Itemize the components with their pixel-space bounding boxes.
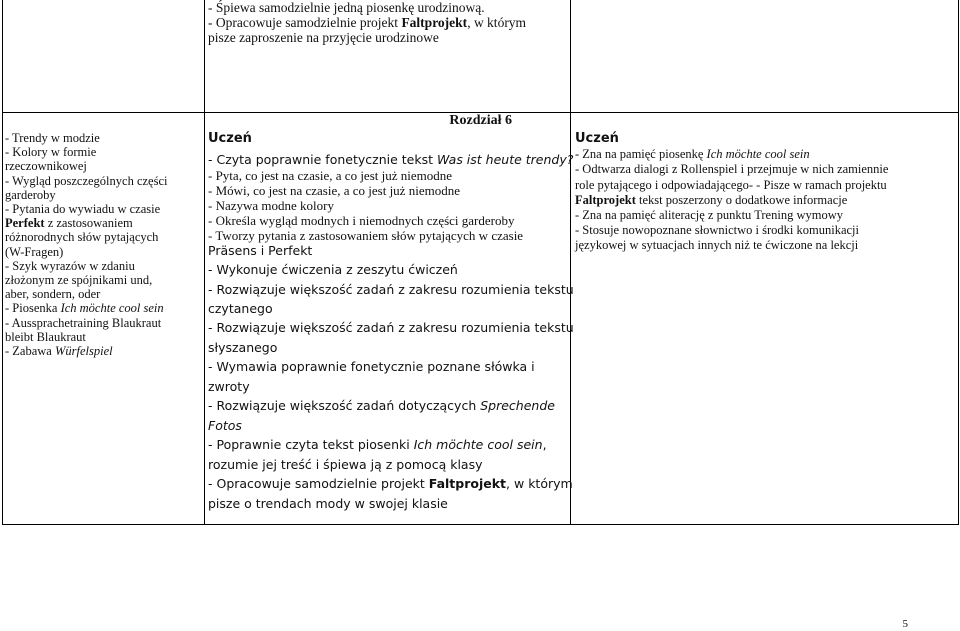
requirement-line: Fotos xyxy=(208,417,242,433)
top-line-2: - Opracowuje samodzielnie projekt Faltprojekt, w którym xyxy=(208,15,527,31)
topic-line: - Zabawa Würfelspiel xyxy=(5,344,113,359)
topics-column xyxy=(5,131,168,358)
requirement-line: - Zna na pamięć piosenkę Ich möchte cool sein xyxy=(575,147,810,162)
top-cell-text xyxy=(208,0,526,46)
topic-line: garderoby xyxy=(5,187,56,202)
topic-line: bleibt Blaukraut xyxy=(5,329,86,344)
requirement-line: - Rozwiązuje większość zadań dotyczących Sprechende xyxy=(208,397,555,413)
requirement-line: Präsens i Perfekt xyxy=(208,243,313,258)
requirement-line: role pytającego i odpowiadającego- - Pisze w ramach projektu xyxy=(575,177,887,192)
requirement-line: - Opracowuje samodzielnie projekt Faltprojekt, w którym xyxy=(208,475,573,491)
requirement-line: - Tworzy pytania z zastosowaniem słów pytających w czasie xyxy=(208,228,524,243)
requirement-line: czytanego xyxy=(208,300,273,316)
requirement-line: - Rozwiązuje większość zadań z zakresu rozumienia tekstu xyxy=(208,319,574,335)
top-line-1: - Śpiewa samodzielnie jedną piosenkę urodzinową. xyxy=(208,0,485,15)
topic-line: - Pytania do wywiadu w czasie xyxy=(5,202,161,217)
column-heading: Uczeń xyxy=(208,131,252,146)
top-line-3: pisze zaproszenie na przyjęcie urodzinowe xyxy=(208,30,439,46)
requirement-line: - Rozwiązuje większość zadań z zakresu rozumienia tekstu xyxy=(208,281,574,297)
requirement-line: - Czyta poprawnie fonetycznie tekst Was ist heute trendy? xyxy=(208,151,574,167)
requirement-line: - Wykonuje ćwiczenia z zeszytu ćwiczeń xyxy=(208,261,458,277)
column-divider-1 xyxy=(204,0,205,525)
requirement-line: Faltprojekt tekst poszerzony o dodatkowe informacje xyxy=(575,192,848,207)
requirement-line: - Poprawnie czyta tekst piosenki Ich möchte cool sein, xyxy=(208,436,547,452)
page-number: 5 xyxy=(902,618,908,630)
requirement-line: słyszanego xyxy=(208,339,278,355)
topic-line: - Szyk wyrazów w zdaniu xyxy=(5,258,135,273)
requirement-line: - Nazywa modne kolory xyxy=(208,198,334,213)
basic-requirements-column xyxy=(208,131,574,512)
topic-line: - Trendy w modzie xyxy=(5,131,100,145)
requirement-line: - Wymawia poprawnie fonetycznie poznane słówka i xyxy=(208,358,535,374)
topic-line: - Wygląd poszczególnych części xyxy=(5,173,168,188)
requirement-line: - Pyta, co jest na czasie, a co jest już niemodne xyxy=(208,168,453,183)
topic-line: złożonym ze spójnikami und, xyxy=(5,273,153,288)
requirement-line: - Określa wygląd modnych i niemodnych części garderoby xyxy=(208,213,515,228)
table-border-right xyxy=(958,0,959,525)
topic-line: różnorodnych słów pytających xyxy=(5,230,159,245)
topic-line: (W-Fragen) xyxy=(5,244,64,259)
requirement-line: - Zna na pamięć aliterację z punktu Trening wymowy xyxy=(575,208,843,223)
topic-line: aber, sondern, oder xyxy=(5,287,101,302)
table-border-bottom xyxy=(2,524,959,525)
topic-line: - Piosenka Ich möchte cool sein xyxy=(5,301,164,316)
table-border-left xyxy=(2,0,3,525)
chapter-title: Rozdział 6 xyxy=(449,113,512,128)
column-heading: Uczeń xyxy=(575,131,619,146)
requirement-line: rozumie jej treść i śpiewa ją z pomocą klasy xyxy=(208,456,483,472)
requirement-line: - Odtwarza dialogi z Rollenspiel i przejmuje w nich zamiennie xyxy=(575,162,889,177)
requirement-line: - Mówi, co jest na czasie, a co jest już niemodne xyxy=(208,183,460,198)
topic-line: - Aussprachetraining Blaukraut xyxy=(5,315,162,330)
requirement-line: językowej w sytuacjach innych niż te ćwiczone na lekcji xyxy=(575,238,859,253)
topic-line: Perfekt z zastosowaniem xyxy=(5,216,133,231)
topic-line: rzeczownikowej xyxy=(5,159,87,174)
requirement-line: zwroty xyxy=(208,378,250,394)
requirement-line: pisze o trendach mody w swojej klasie xyxy=(208,495,448,511)
requirement-line: - Stosuje nowopoznane słownictwo i środki komunikacji xyxy=(575,223,859,238)
topic-line: - Kolory w formie xyxy=(5,145,97,160)
extended-requirements-column xyxy=(575,131,888,254)
